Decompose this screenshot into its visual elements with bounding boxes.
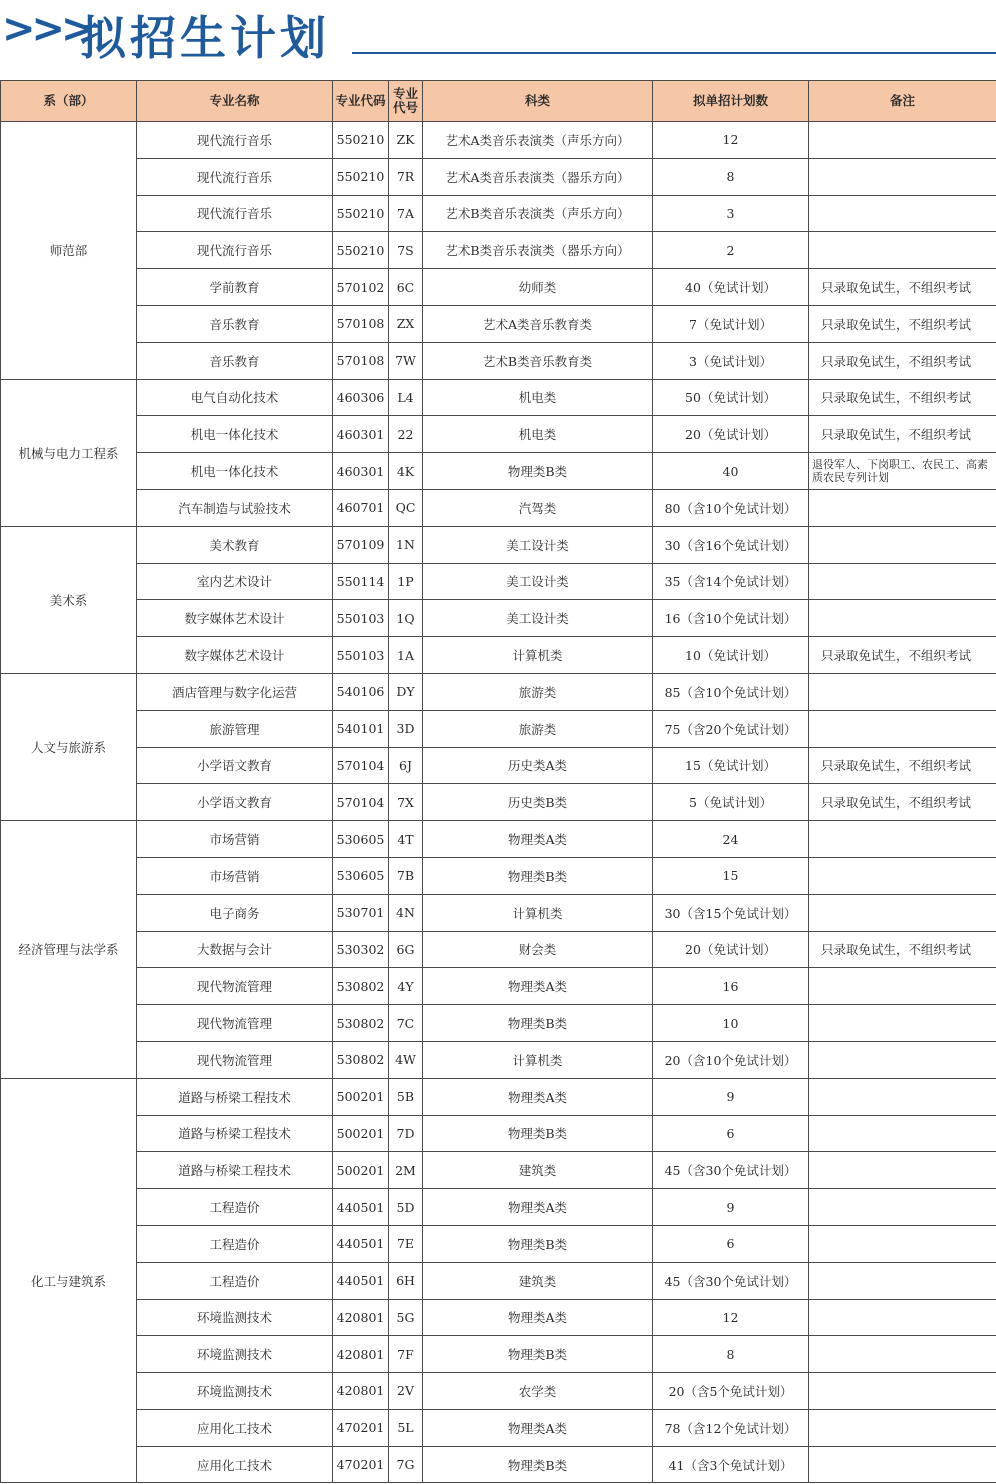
major-id-cell: 7F — [389, 1336, 423, 1373]
major-code-cell: 570108 — [333, 305, 389, 342]
major-name-cell: 小学语文教育 — [137, 747, 333, 784]
plan-count-cell: 45（含30个免试计划） — [653, 1262, 809, 1299]
plan-count-cell: 8 — [653, 158, 809, 195]
category-cell: 旅游类 — [423, 673, 653, 710]
table-row — [1, 1336, 996, 1373]
remarks-cell: 只录取免试生，不组织考试 — [809, 269, 996, 306]
major-name-cell: 应用化工技术 — [137, 1446, 333, 1483]
table-row — [1, 1041, 996, 1078]
category-cell: 物理类B类 — [423, 857, 653, 894]
header-remarks: 备注 — [809, 81, 996, 122]
category-cell: 物理类B类 — [423, 453, 653, 490]
category-cell: 艺术A类音乐表演类（声乐方向） — [423, 122, 653, 159]
major-id-cell: 4Y — [389, 968, 423, 1005]
major-code-cell: 500201 — [333, 1115, 389, 1152]
major-name-cell: 学前教育 — [137, 269, 333, 306]
remarks-cell — [809, 1189, 996, 1226]
major-name-cell: 现代流行音乐 — [137, 195, 333, 232]
major-name-cell: 机电一体化技术 — [137, 453, 333, 490]
remarks-cell: 只录取免试生，不组织考试 — [809, 931, 996, 968]
category-cell: 历史类B类 — [423, 784, 653, 821]
major-id-cell: 1Q — [389, 600, 423, 637]
remarks-cell — [809, 968, 996, 1005]
table-row — [1, 563, 996, 600]
major-name-cell: 电子商务 — [137, 894, 333, 931]
major-id-cell: 5L — [389, 1409, 423, 1446]
table-row — [1, 747, 996, 784]
plan-count-cell: 35（含14个免试计划） — [653, 563, 809, 600]
major-code-cell: 570104 — [333, 747, 389, 784]
page-heading — [0, 0, 996, 65]
table-row — [1, 122, 996, 159]
category-cell: 物理类A类 — [423, 1189, 653, 1226]
major-code-cell: 540101 — [333, 710, 389, 747]
major-name-cell: 环境监测技术 — [137, 1373, 333, 1410]
remarks-cell — [809, 857, 996, 894]
plan-count-cell: 40 — [653, 453, 809, 490]
plan-count-cell: 9 — [653, 1078, 809, 1115]
plan-count-cell: 2 — [653, 232, 809, 269]
major-name-cell: 工程造价 — [137, 1225, 333, 1262]
category-cell: 计算机类 — [423, 637, 653, 674]
table-row — [1, 784, 996, 821]
major-name-cell: 道路与桥梁工程技术 — [137, 1078, 333, 1115]
major-code-cell: 550103 — [333, 600, 389, 637]
major-id-cell: 7E — [389, 1225, 423, 1262]
remarks-cell — [809, 710, 996, 747]
remarks-cell: 只录取免试生，不组织考试 — [809, 416, 996, 453]
major-id-cell: 1N — [389, 526, 423, 563]
major-code-cell: 540106 — [333, 673, 389, 710]
remarks-cell — [809, 563, 996, 600]
major-name-cell: 音乐教育 — [137, 305, 333, 342]
remarks-cell — [809, 1041, 996, 1078]
remarks-cell — [809, 158, 996, 195]
major-code-cell: 550103 — [333, 637, 389, 674]
remarks-cell — [809, 1299, 996, 1336]
table-row — [1, 1299, 996, 1336]
remarks-cell: 只录取免试生，不组织考试 — [809, 379, 996, 416]
header-major-name: 专业名称 — [137, 81, 333, 122]
plan-count-cell: 30（含16个免试计划） — [653, 526, 809, 563]
plan-count-cell: 12 — [653, 1299, 809, 1336]
table-row — [1, 1225, 996, 1262]
major-name-cell: 机电一体化技术 — [137, 416, 333, 453]
category-cell: 艺术A类音乐教育类 — [423, 305, 653, 342]
major-name-cell: 数字媒体艺术设计 — [137, 600, 333, 637]
major-code-cell: 530802 — [333, 1041, 389, 1078]
major-code-cell: 470201 — [333, 1446, 389, 1483]
major-code-cell: 530605 — [333, 821, 389, 858]
major-id-cell: 7W — [389, 342, 423, 379]
plan-count-cell: 16 — [653, 968, 809, 1005]
category-cell: 农学类 — [423, 1373, 653, 1410]
table-row — [1, 857, 996, 894]
major-name-cell: 大数据与会计 — [137, 931, 333, 968]
major-id-cell: 7X — [389, 784, 423, 821]
major-id-cell: 7S — [389, 232, 423, 269]
plan-count-cell: 3 — [653, 195, 809, 232]
category-cell: 建筑类 — [423, 1262, 653, 1299]
major-code-cell: 530802 — [333, 968, 389, 1005]
major-name-cell: 市场营销 — [137, 821, 333, 858]
table-row — [1, 195, 996, 232]
header-department: 系（部） — [1, 81, 137, 122]
plan-count-cell: 6 — [653, 1225, 809, 1262]
major-id-cell: 4K — [389, 453, 423, 490]
major-id-cell: 6G — [389, 931, 423, 968]
major-id-cell: 7G — [389, 1446, 423, 1483]
table-row — [1, 1262, 996, 1299]
remarks-cell — [809, 1409, 996, 1446]
remarks-cell — [809, 1115, 996, 1152]
major-id-cell: 1A — [389, 637, 423, 674]
table-row — [1, 342, 996, 379]
category-cell: 艺术B类音乐教育类 — [423, 342, 653, 379]
major-code-cell: 420801 — [333, 1299, 389, 1336]
plan-count-cell: 30（含15个免试计划） — [653, 894, 809, 931]
enrollment-plan-table — [0, 80, 996, 1483]
enrollment-table-wrapper — [0, 80, 996, 1483]
remarks-cell — [809, 600, 996, 637]
table-row — [1, 931, 996, 968]
table-row — [1, 379, 996, 416]
table-row — [1, 1152, 996, 1189]
major-name-cell: 应用化工技术 — [137, 1409, 333, 1446]
table-row — [1, 1078, 996, 1115]
major-id-cell: 6C — [389, 269, 423, 306]
category-cell: 物理类B类 — [423, 1225, 653, 1262]
category-cell: 物理类A类 — [423, 1299, 653, 1336]
plan-count-cell: 20（免试计划） — [653, 931, 809, 968]
major-name-cell: 工程造价 — [137, 1189, 333, 1226]
major-name-cell: 环境监测技术 — [137, 1299, 333, 1336]
major-code-cell: 470201 — [333, 1409, 389, 1446]
major-name-cell: 现代物流管理 — [137, 1005, 333, 1042]
category-cell: 建筑类 — [423, 1152, 653, 1189]
plan-count-cell: 24 — [653, 821, 809, 858]
major-code-cell: 460701 — [333, 489, 389, 526]
plan-count-cell: 10 — [653, 1005, 809, 1042]
remarks-cell: 只录取免试生，不组织考试 — [809, 747, 996, 784]
remarks-cell — [809, 1262, 996, 1299]
category-cell: 财会类 — [423, 931, 653, 968]
remarks-cell — [809, 122, 996, 159]
remarks-cell — [809, 1225, 996, 1262]
major-code-cell: 500201 — [333, 1152, 389, 1189]
major-id-cell: 7B — [389, 857, 423, 894]
category-cell: 汽驾类 — [423, 489, 653, 526]
major-id-cell: 7C — [389, 1005, 423, 1042]
category-cell: 计算机类 — [423, 1041, 653, 1078]
remarks-cell: 只录取免试生，不组织考试 — [809, 305, 996, 342]
major-code-cell: 570102 — [333, 269, 389, 306]
major-code-cell: 420801 — [333, 1373, 389, 1410]
plan-count-cell: 16（含10个免试计划） — [653, 600, 809, 637]
table-row — [1, 968, 996, 1005]
major-code-cell: 570109 — [333, 526, 389, 563]
major-code-cell: 420801 — [333, 1336, 389, 1373]
table-row — [1, 158, 996, 195]
major-code-cell: 530802 — [333, 1005, 389, 1042]
plan-count-cell: 20（含5个免试计划） — [653, 1373, 809, 1410]
category-cell: 美工设计类 — [423, 526, 653, 563]
major-name-cell: 工程造价 — [137, 1262, 333, 1299]
major-code-cell: 460301 — [333, 453, 389, 490]
remarks-cell — [809, 894, 996, 931]
category-cell: 美工设计类 — [423, 600, 653, 637]
major-name-cell: 现代流行音乐 — [137, 232, 333, 269]
category-cell: 计算机类 — [423, 894, 653, 931]
department-cell: 经济管理与法学系 — [1, 821, 137, 1079]
plan-count-cell: 8 — [653, 1336, 809, 1373]
remarks-cell — [809, 1078, 996, 1115]
major-id-cell: DY — [389, 673, 423, 710]
category-cell: 幼师类 — [423, 269, 653, 306]
plan-count-cell: 41（含3个免试计划） — [653, 1446, 809, 1483]
major-name-cell: 数字媒体艺术设计 — [137, 637, 333, 674]
plan-count-cell: 75（含20个免试计划） — [653, 710, 809, 747]
category-cell: 物理类A类 — [423, 821, 653, 858]
table-row — [1, 305, 996, 342]
category-cell: 物理类A类 — [423, 968, 653, 1005]
major-id-cell: 22 — [389, 416, 423, 453]
major-code-cell: 570104 — [333, 784, 389, 821]
department-cell: 人文与旅游系 — [1, 673, 137, 820]
major-id-cell: QC — [389, 489, 423, 526]
plan-count-cell: 50（免试计划） — [653, 379, 809, 416]
major-id-cell: 4W — [389, 1041, 423, 1078]
remarks-cell: 只录取免试生，不组织考试 — [809, 784, 996, 821]
major-id-cell: 2V — [389, 1373, 423, 1410]
category-cell: 艺术A类音乐表演类（器乐方向） — [423, 158, 653, 195]
remarks-cell: 只录取免试生，不组织考试 — [809, 637, 996, 674]
header-category: 科类 — [423, 81, 653, 122]
plan-count-cell: 20（免试计划） — [653, 416, 809, 453]
major-id-cell: 4T — [389, 821, 423, 858]
major-code-cell: 440501 — [333, 1262, 389, 1299]
remarks-cell — [809, 195, 996, 232]
table-row — [1, 1189, 996, 1226]
remarks-cell — [809, 673, 996, 710]
major-id-cell: 7R — [389, 158, 423, 195]
major-name-cell: 旅游管理 — [137, 710, 333, 747]
plan-count-cell: 12 — [653, 122, 809, 159]
major-name-cell: 现代物流管理 — [137, 968, 333, 1005]
remarks-cell: 退役军人、下岗职工、农民工、高素质农民专列计划 — [809, 453, 996, 490]
plan-count-cell: 78（含12个免试计划） — [653, 1409, 809, 1446]
major-code-cell: 440501 — [333, 1225, 389, 1262]
major-code-cell: 530701 — [333, 894, 389, 931]
major-code-cell: 530605 — [333, 857, 389, 894]
major-id-cell: 5B — [389, 1078, 423, 1115]
major-id-cell: 5G — [389, 1299, 423, 1336]
remarks-cell — [809, 1005, 996, 1042]
plan-count-cell: 9 — [653, 1189, 809, 1226]
table-row — [1, 821, 996, 858]
major-id-cell: 2M — [389, 1152, 423, 1189]
category-cell: 物理类A类 — [423, 1409, 653, 1446]
major-id-cell: 6H — [389, 1262, 423, 1299]
plan-count-cell: 15 — [653, 857, 809, 894]
table-row — [1, 416, 996, 453]
category-cell: 美工设计类 — [423, 563, 653, 600]
major-name-cell: 酒店管理与数字化运营 — [137, 673, 333, 710]
major-id-cell: 7A — [389, 195, 423, 232]
table-row — [1, 600, 996, 637]
major-code-cell: 530302 — [333, 931, 389, 968]
major-name-cell: 市场营销 — [137, 857, 333, 894]
major-name-cell: 现代流行音乐 — [137, 158, 333, 195]
remarks-cell — [809, 489, 996, 526]
category-cell: 旅游类 — [423, 710, 653, 747]
major-code-cell: 440501 — [333, 1189, 389, 1226]
table-row — [1, 1409, 996, 1446]
category-cell: 物理类A类 — [423, 1078, 653, 1115]
table-row — [1, 269, 996, 306]
table-row — [1, 232, 996, 269]
department-cell: 机械与电力工程系 — [1, 379, 137, 526]
remarks-cell — [809, 1373, 996, 1410]
major-id-cell: ZX — [389, 305, 423, 342]
remarks-cell — [809, 1336, 996, 1373]
chevron-icon: >>> — [2, 6, 91, 52]
major-name-cell: 美术教育 — [137, 526, 333, 563]
table-row — [1, 673, 996, 710]
major-name-cell: 现代流行音乐 — [137, 122, 333, 159]
department-cell: 美术系 — [1, 526, 137, 673]
major-code-cell: 550210 — [333, 122, 389, 159]
major-id-cell: L4 — [389, 379, 423, 416]
major-code-cell: 550210 — [333, 195, 389, 232]
major-code-cell: 550210 — [333, 232, 389, 269]
major-id-cell: 3D — [389, 710, 423, 747]
major-code-cell: 570108 — [333, 342, 389, 379]
table-header-row — [1, 81, 996, 122]
major-name-cell: 音乐教育 — [137, 342, 333, 379]
major-name-cell: 道路与桥梁工程技术 — [137, 1152, 333, 1189]
major-id-cell: 5D — [389, 1189, 423, 1226]
major-code-cell: 500201 — [333, 1078, 389, 1115]
remarks-cell — [809, 232, 996, 269]
table-row — [1, 1373, 996, 1410]
major-name-cell: 小学语文教育 — [137, 784, 333, 821]
plan-count-cell: 10（免试计划） — [653, 637, 809, 674]
remarks-cell — [809, 821, 996, 858]
table-row — [1, 894, 996, 931]
category-cell: 艺术B类音乐表演类（声乐方向） — [423, 195, 653, 232]
table-row — [1, 489, 996, 526]
category-cell: 艺术B类音乐表演类（器乐方向） — [423, 232, 653, 269]
plan-count-cell: 6 — [653, 1115, 809, 1152]
table-row — [1, 1115, 996, 1152]
table-body — [1, 122, 996, 1483]
remarks-cell — [809, 526, 996, 563]
major-code-cell: 460306 — [333, 379, 389, 416]
major-code-cell: 550114 — [333, 563, 389, 600]
header-major-code: 专业代码 — [333, 81, 389, 122]
major-name-cell: 电气自动化技术 — [137, 379, 333, 416]
category-cell: 物理类B类 — [423, 1005, 653, 1042]
title-underline — [352, 52, 996, 54]
major-id-cell: 1P — [389, 563, 423, 600]
remarks-cell — [809, 1152, 996, 1189]
plan-count-cell: 80（含10个免试计划） — [653, 489, 809, 526]
table-row — [1, 526, 996, 563]
table-row — [1, 1005, 996, 1042]
header-plan-count: 拟单招计划数 — [653, 81, 809, 122]
table-row — [1, 453, 996, 490]
remarks-cell: 只录取免试生，不组织考试 — [809, 342, 996, 379]
category-cell: 历史类A类 — [423, 747, 653, 784]
table-row — [1, 710, 996, 747]
major-code-cell: 550210 — [333, 158, 389, 195]
department-cell: 师范部 — [1, 122, 137, 380]
major-name-cell: 汽车制造与试验技术 — [137, 489, 333, 526]
major-code-cell: 460301 — [333, 416, 389, 453]
plan-count-cell: 20（含10个免试计划） — [653, 1041, 809, 1078]
major-id-cell: ZK — [389, 122, 423, 159]
table-row — [1, 637, 996, 674]
major-id-cell: 6J — [389, 747, 423, 784]
plan-count-cell: 40（免试计划） — [653, 269, 809, 306]
major-name-cell: 室内艺术设计 — [137, 563, 333, 600]
plan-count-cell: 5（免试计划） — [653, 784, 809, 821]
category-cell: 机电类 — [423, 379, 653, 416]
major-name-cell: 现代物流管理 — [137, 1041, 333, 1078]
plan-count-cell: 3（免试计划） — [653, 342, 809, 379]
major-id-cell: 7D — [389, 1115, 423, 1152]
category-cell: 物理类B类 — [423, 1446, 653, 1483]
remarks-cell — [809, 1446, 996, 1483]
header-major-id: 专业 代号 — [389, 81, 423, 122]
category-cell: 物理类B类 — [423, 1115, 653, 1152]
major-name-cell: 环境监测技术 — [137, 1336, 333, 1373]
category-cell: 物理类B类 — [423, 1336, 653, 1373]
department-cell: 化工与建筑系 — [1, 1078, 137, 1483]
page-title: 拟招生计划 — [80, 11, 330, 65]
plan-count-cell: 15（免试计划） — [653, 747, 809, 784]
plan-count-cell: 45（含30个免试计划） — [653, 1152, 809, 1189]
major-id-cell: 4N — [389, 894, 423, 931]
plan-count-cell: 85（含10个免试计划） — [653, 673, 809, 710]
table-row — [1, 1446, 996, 1483]
major-name-cell: 道路与桥梁工程技术 — [137, 1115, 333, 1152]
plan-count-cell: 7（免试计划） — [653, 305, 809, 342]
category-cell: 机电类 — [423, 416, 653, 453]
